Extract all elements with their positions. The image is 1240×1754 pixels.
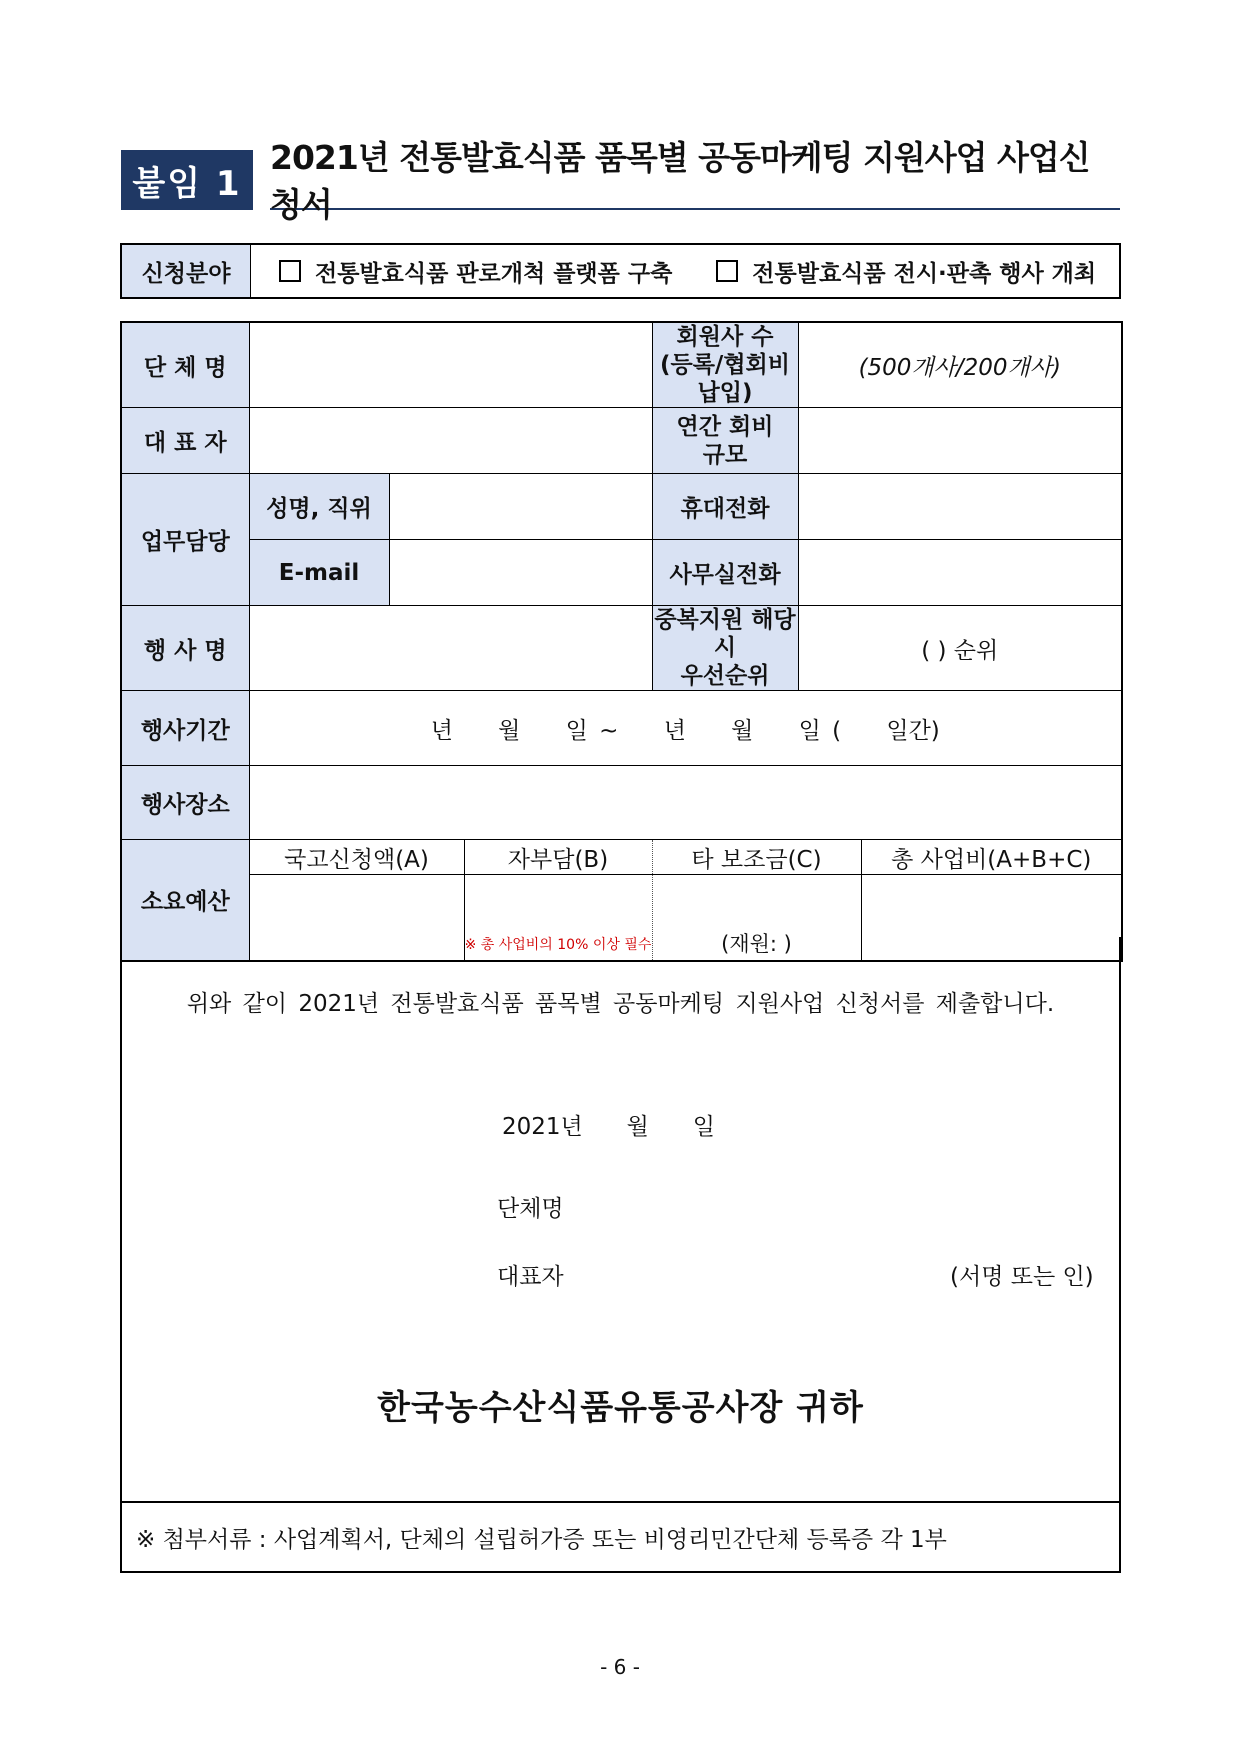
category-label: 신청분야	[122, 245, 251, 297]
category-option-platform-label: 전통발효식품 판로개척 플랫폼 구축	[315, 260, 673, 287]
row-venue	[121, 766, 1122, 840]
row-representative	[121, 408, 1122, 474]
category-option-platform[interactable]	[279, 255, 672, 288]
email-input[interactable]	[389, 540, 652, 606]
event-name-label: 행 사 명	[121, 606, 249, 691]
email-label: E-mail	[249, 540, 389, 606]
budget-col-other: 타 보조금(C)	[652, 840, 861, 875]
mobile-input[interactable]	[798, 474, 1122, 540]
budget-col-total: 총 사업비(A+B+C)	[861, 840, 1122, 875]
org-name-input[interactable]	[249, 322, 652, 408]
row-manager-contact	[121, 540, 1122, 606]
checkbox-platform[interactable]	[279, 260, 301, 282]
application-form-table	[120, 321, 1123, 962]
organization-name-line: 단체명	[497, 1196, 564, 1222]
signature-date[interactable]: 2021년 월 일	[502, 1114, 715, 1140]
category-row	[120, 243, 1121, 299]
name-title-input[interactable]	[389, 474, 652, 540]
attachments-note: ※ 첨부서류 : 사업계획서, 단체의 설립허가증 또는 비영리민간단체 등록증 각 1부	[120, 1501, 1121, 1573]
row-budget-head	[121, 840, 1122, 875]
row-org-name	[121, 322, 1122, 408]
row-period	[121, 691, 1122, 766]
name-title-label: 성명, 직위	[249, 474, 389, 540]
budget-col-national: 국고신청액(A)	[249, 840, 464, 875]
category-option-event[interactable]	[716, 255, 1096, 288]
office-phone-input[interactable]	[798, 540, 1122, 606]
row-event-name	[121, 606, 1122, 691]
members-label: 회원사 수 (등록/협회비 납입)	[652, 322, 798, 408]
signature-placeholder[interactable]: (서명 또는 인)	[950, 1264, 1094, 1290]
office-phone-label: 사무실전화	[652, 540, 798, 606]
venue-label: 행사장소	[121, 766, 249, 840]
representative-label: 대 표 자	[121, 408, 249, 474]
event-name-input[interactable]	[249, 606, 652, 691]
members-value[interactable]: (500개사/200개사)	[798, 322, 1122, 408]
checkbox-event[interactable]	[716, 260, 738, 282]
row-manager-name	[121, 474, 1122, 540]
declaration-text: 위와 같이 2021년 전통발효식품 품목별 공동마케팅 지원사업 신청서를 제출합니다.	[186, 991, 1055, 1017]
priority-value[interactable]: ( ) 순위	[798, 606, 1122, 691]
priority-label: 중복지원 해당 시 우선순위	[652, 606, 798, 691]
category-options	[251, 245, 1119, 297]
venue-input[interactable]	[249, 766, 1122, 840]
representative-line: 대표자	[497, 1264, 564, 1290]
manager-label: 업무담당	[121, 474, 249, 606]
annual-fee-label: 연간 회비 규모	[652, 408, 798, 474]
category-option-event-label: 전통발효식품 전시·판촉 행사 개최	[752, 260, 1097, 287]
addressee: 한국농수산식품유통공사장 귀하	[377, 1388, 864, 1428]
period-label: 행사기간	[121, 691, 249, 766]
annual-fee-input[interactable]	[798, 408, 1122, 474]
page-number: - 6 -	[600, 1655, 640, 1679]
appendix-badge: 붙임 1	[121, 150, 253, 210]
org-name-label: 단 체 명	[121, 322, 249, 408]
page-title: 2021년 전통발효식품 품목별 공동마케팅 지원사업 사업신청서	[270, 150, 1120, 210]
period-value[interactable]: 년 월 일 ~ 년 월 일 ( 일간)	[249, 691, 1122, 766]
representative-input[interactable]	[249, 408, 652, 474]
self-budget-note: ※ 총 사업비의 10% 이상 필수	[464, 936, 652, 953]
budget-col-self: 자부담(B)	[464, 840, 652, 875]
other-source-note: (재원: )	[721, 931, 792, 956]
mobile-label: 휴대전화	[652, 474, 798, 540]
budget-label: 소요예산	[121, 840, 249, 961]
